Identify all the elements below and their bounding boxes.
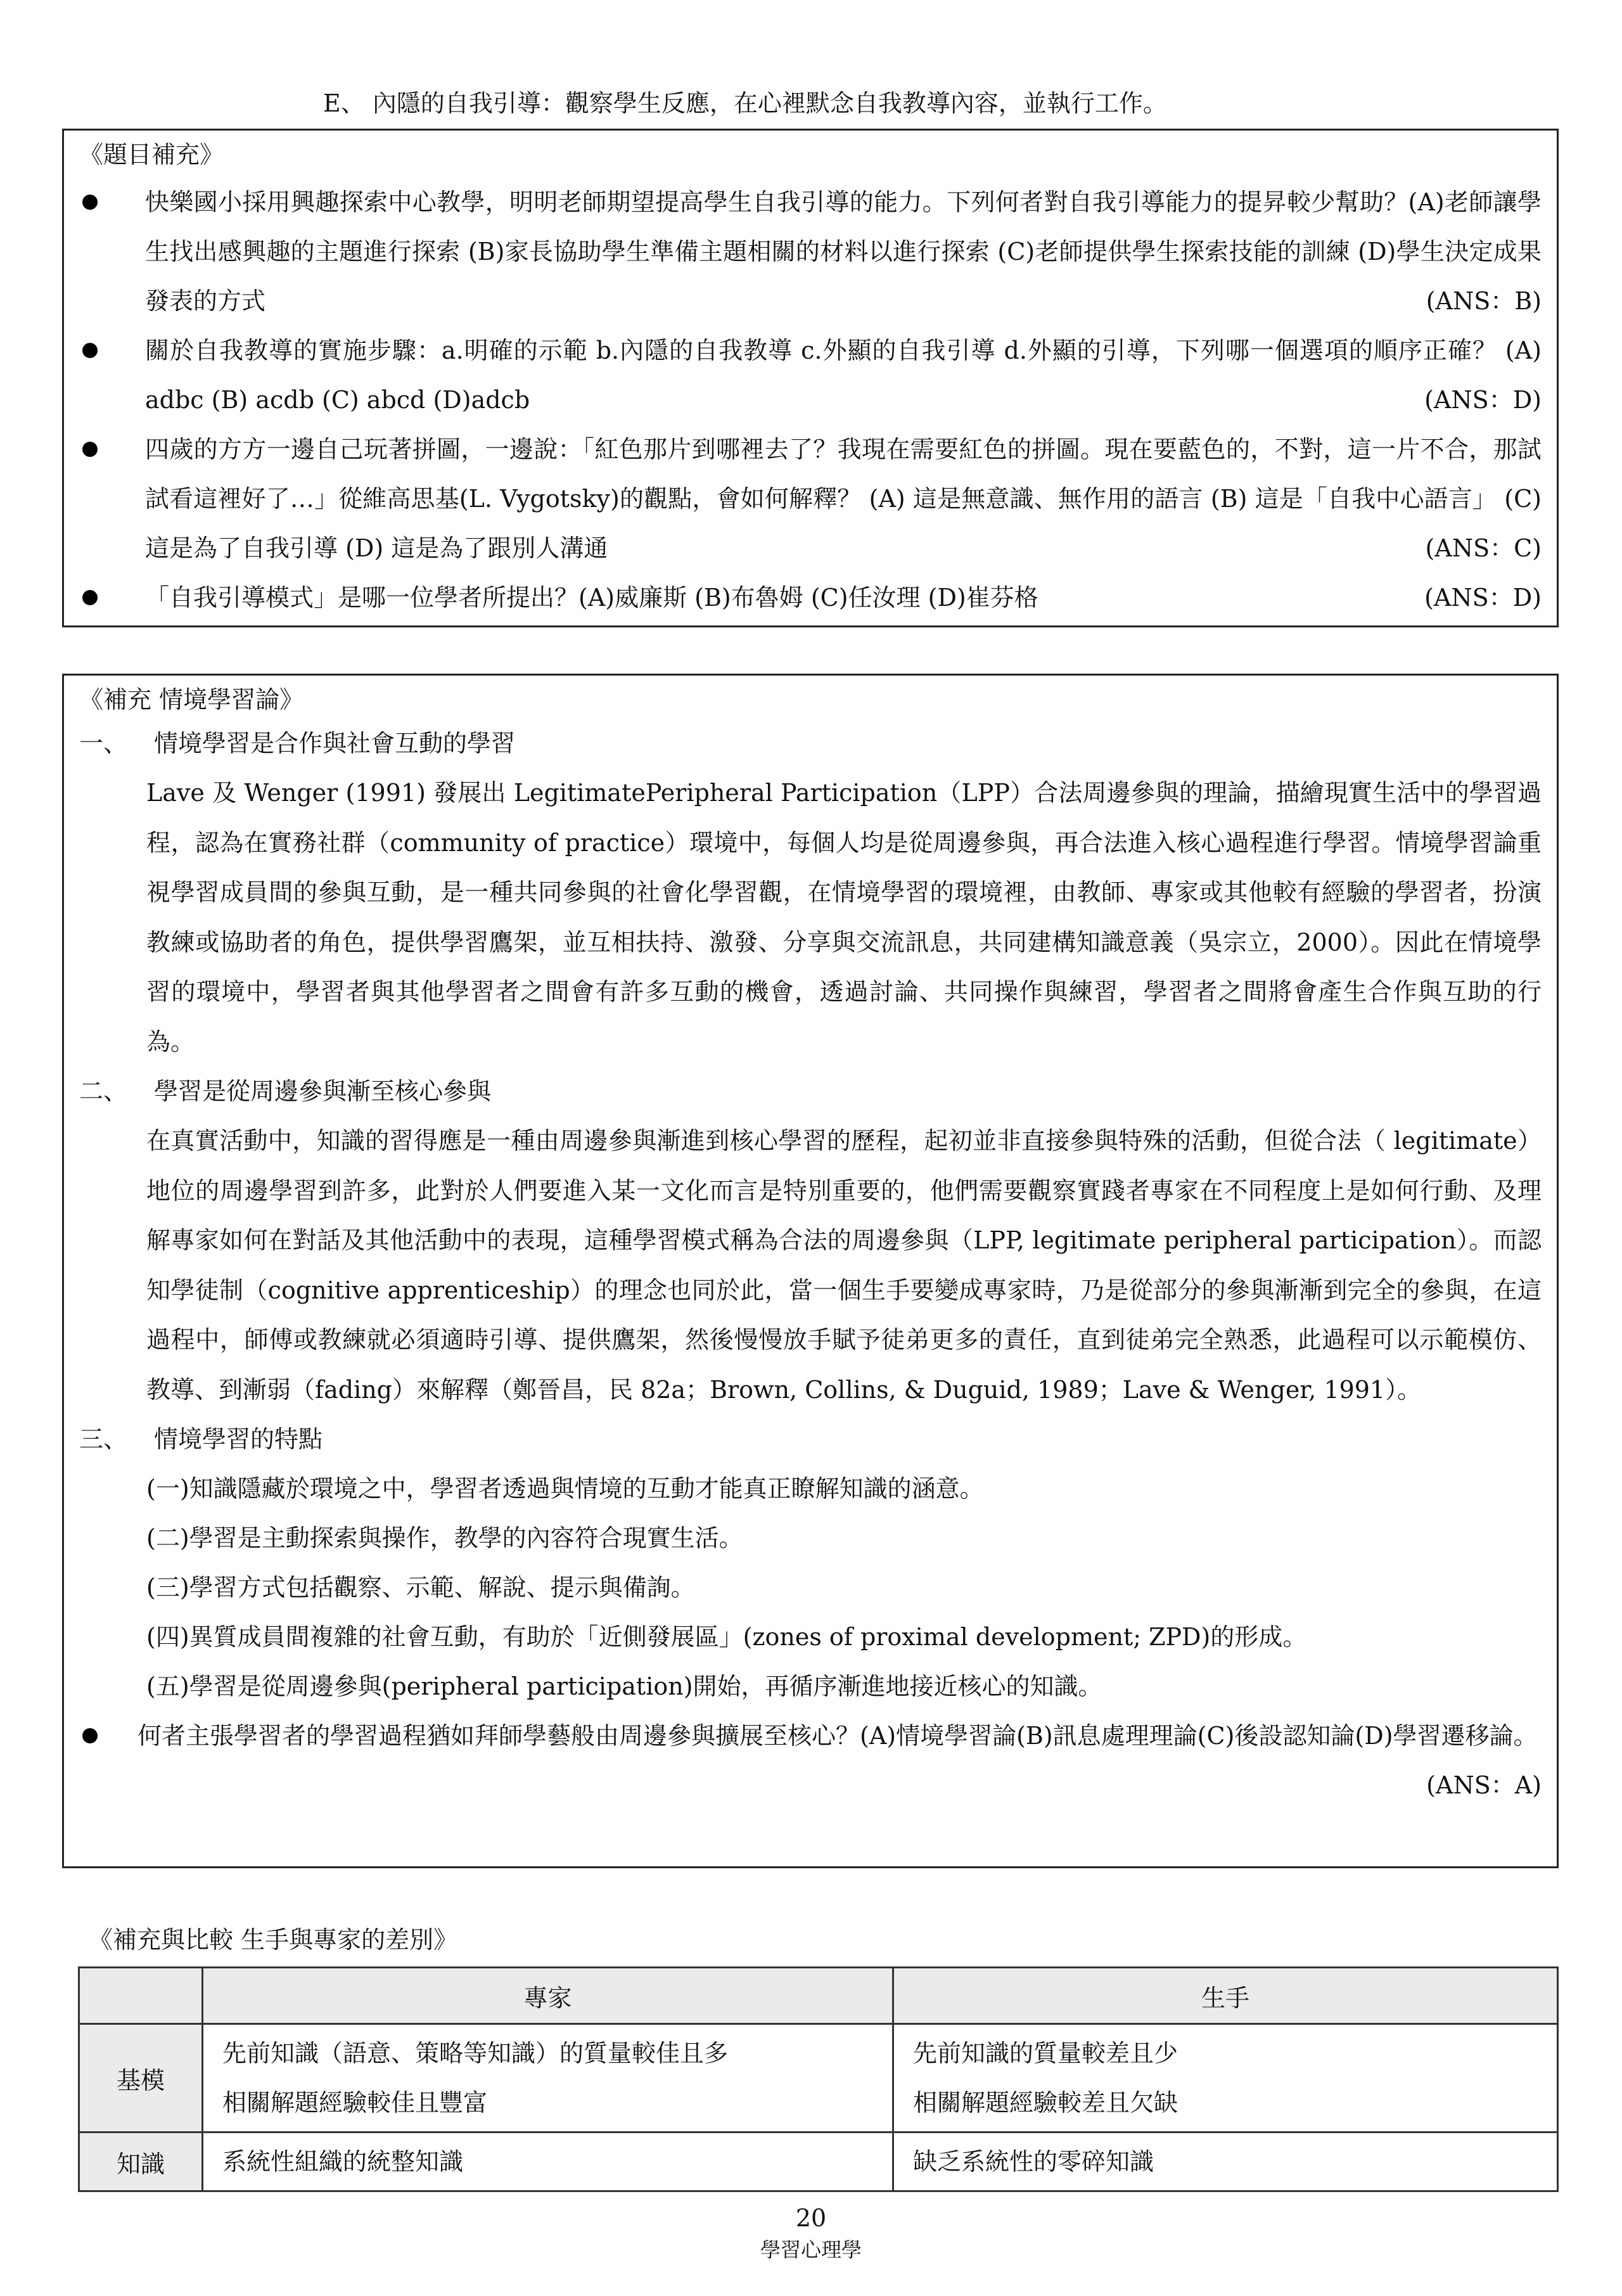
cell-line: 先前知識（語意、策略等知識）的質量較佳且多 (222, 2039, 729, 2067)
answer-label: (ANS：A) (1426, 1771, 1542, 1799)
table-cell-expert (203, 2132, 893, 2191)
comparison-title: 《補充與比較 生手與專家的差別》 (89, 1926, 458, 1954)
section-heading-text: 情境學習的特點 (154, 1425, 323, 1453)
cell-line: 系統性組織的統整知識 (222, 2148, 464, 2176)
question-text: 四歲的方方一邊自己玩著拼圖，一邊說：「紅色那片到哪裡去了？我現在需要紅色的拼圖。現在要藍色的，不對，這一片不合，那試試看這裡好了…」從維高思基(L. Vygotsky)的觀點，會如何解釋？ (A) 這是無意識、無作用的語言 (B) 這是「自我中心語言」 (C) 這是為了自我引導 (D) 這是為了跟別人溝通 (145, 435, 1542, 562)
footer-subject: 學習心理學 (760, 2238, 862, 2262)
feature-item: (三)學習方式包括觀察、示範、解說、提示與備詢。 (146, 1574, 695, 1601)
column-header-novice: 生手 (893, 1968, 1558, 2024)
table-corner-cell (79, 1968, 203, 2024)
table-cell-novice (893, 2024, 1558, 2132)
section-heading (79, 1067, 1542, 1116)
table-row (79, 2132, 1558, 2191)
section-body: Lave 及 Wenger (1991) 發展出 LegitimatePeripheral Participation（LPP）合法周邊參與的理論，描繪現實生活中的學習過程，認為在實務社群（community of practice）環境中，每個人均是從周邊參與，再合法進入核心過程進行學習。情境學習論重視學習成員間的參與互動，是一種共同參與的社會化學習觀，在情境學習的環境裡，由教師、專家或其他較有經驗的學習者，扮演教練或協助者的角色，提供學習鷹架，並互相扶持、激發、分享與交流訊息，共同建構知識意義（吳宗立，2000）。因此在情境學習的環境中，學習者與其他學習者之間會有許多互動的機會，透過討論、共同操作與練習，學習者之間將會產生合作與互助的行為。 (146, 779, 1542, 1056)
bullet-icon (82, 343, 98, 358)
answer-label: (ANS：D) (1424, 584, 1542, 612)
question-text: 「自我引導模式」是哪一位學者所提出？(A)威廉斯 (B)布魯姆 (C)任汝理 (D)崔芬格 (145, 584, 1038, 612)
section-number: 一、 (79, 729, 128, 757)
section-heading-text: 學習是從周邊參與漸至核心參與 (154, 1077, 492, 1105)
feature-item: (一)知識隱藏於環境之中，學習者透過與情境的互動才能真正瞭解知識的涵意。 (146, 1475, 984, 1503)
bullet-icon (82, 590, 98, 605)
question-item (79, 326, 1542, 425)
feature-item: (四)異質成員間複雜的社會互動，有助於「近側發展區」(zones of proximal development; ZPD)的形成。 (146, 1623, 1307, 1651)
question-text: 關於自我教導的實施步驟：a.明確的示範 b.內隱的自我教導 c.外顯的自我引導 d.外顯的引導，下列哪一個選項的順序正確？ (A) adbc (B) acdb (C) abcd (D)adcb (145, 337, 1542, 414)
answer-label: (ANS：B) (1426, 287, 1542, 315)
cell-line: 相關解題經驗較差且欠缺 (913, 2089, 1178, 2117)
question-item (79, 573, 1542, 622)
top-line-text: E、 內隱的自我引導：觀察學生反應，在心裡默念自我教導內容，並執行工作。 (323, 89, 1167, 117)
comparison-table (78, 1966, 1559, 2192)
page-number: 20 (795, 2204, 827, 2232)
section-heading-text: 情境學習是合作與社會互動的學習 (154, 729, 516, 757)
table-row (79, 2024, 1558, 2132)
question-supplement-box (62, 129, 1559, 627)
section-number: 三、 (79, 1425, 128, 1453)
bullet-icon (82, 195, 98, 210)
answer-label: (ANS：C) (1425, 534, 1542, 562)
section-heading (79, 1414, 1542, 1464)
question-text: 何者主張學習者的學習過程猶如拜師學藝般由周邊參與擴展至核心？(A)情境學習論(B)訊息處理理論(C)後設認知論(D)學習遷移論。 (137, 1722, 1538, 1750)
bullet-icon (82, 1728, 98, 1743)
column-header-expert: 專家 (203, 1968, 893, 2024)
cell-line: 先前知識的質量較差且少 (913, 2039, 1178, 2067)
question-item (79, 1711, 1542, 1799)
cell-line: 缺乏系統性的零碎知識 (913, 2148, 1154, 2176)
bullet-icon (82, 442, 98, 457)
feature-item: (五)學習是從周邊參與(peripheral participation)開始，再循序漸進地接近核心的知識。 (146, 1672, 1102, 1700)
box-title: 《補充 情境學習論》 (79, 686, 304, 714)
table-cell-expert (203, 2024, 893, 2132)
section-heading (79, 719, 1542, 768)
table-header-row (79, 1968, 1558, 2024)
situated-learning-box (62, 674, 1559, 1868)
feature-item: (二)學習是主動探索與操作，教學的內容符合現實生活。 (146, 1524, 743, 1552)
cell-line: 相關解題經驗較佳且豐富 (222, 2089, 488, 2117)
box-title: 《題目補充》 (79, 141, 224, 169)
answer-label: (ANS：D) (1424, 386, 1542, 414)
section-body: 在真實活動中，知識的習得應是一種由周邊參與漸進到核心學習的歷程，起初並非直接參與特殊的活動，但從合法（ legitimate）地位的周邊學習到許多，此對於人們要進入某一文化而言是特別重要的，他們需要觀察實踐者專家在不同程度上是如何行動、及理解專家如何在對話及其他活動中的表現，這種學習模式稱為合法的周邊參與（LPP, legitimate peripheral participation）。而認知學徒制（cognitive apprenticeship）的理念也同於此，當一個生手要變成專家時，乃是從部分的參與漸漸到完全的參與，在這過程中，師傅或教練就必須適時引導、提供鷹架，然後慢慢放手賦予徒弟更多的責任，直到徒弟完全熟悉，此過程可以示範模仿、教導、到漸弱（fading）來解釋（鄭晉昌，民 82a；Brown, Collins, & Duguid, 1989；Lave & Wenger, 1991）。 (146, 1127, 1542, 1404)
question-item (79, 425, 1542, 573)
table-cell-novice (893, 2132, 1558, 2191)
question-text: 快樂國小採用興趣探索中心教學，明明老師期望提高學生自我引導的能力。下列何者對自我引導能力的提昇較少幫助？(A)老師讓學生找出感興趣的主題進行探索 (B)家長協助學生準備主題相關的材料以進行探索 (C)老師提供學生探索技能的訓練 (D)學生決定成果發表的方式 (145, 188, 1542, 315)
section-number: 二、 (79, 1077, 128, 1105)
row-header: 基模 (79, 2024, 203, 2132)
question-item (79, 177, 1542, 326)
row-header: 知識 (79, 2132, 203, 2191)
